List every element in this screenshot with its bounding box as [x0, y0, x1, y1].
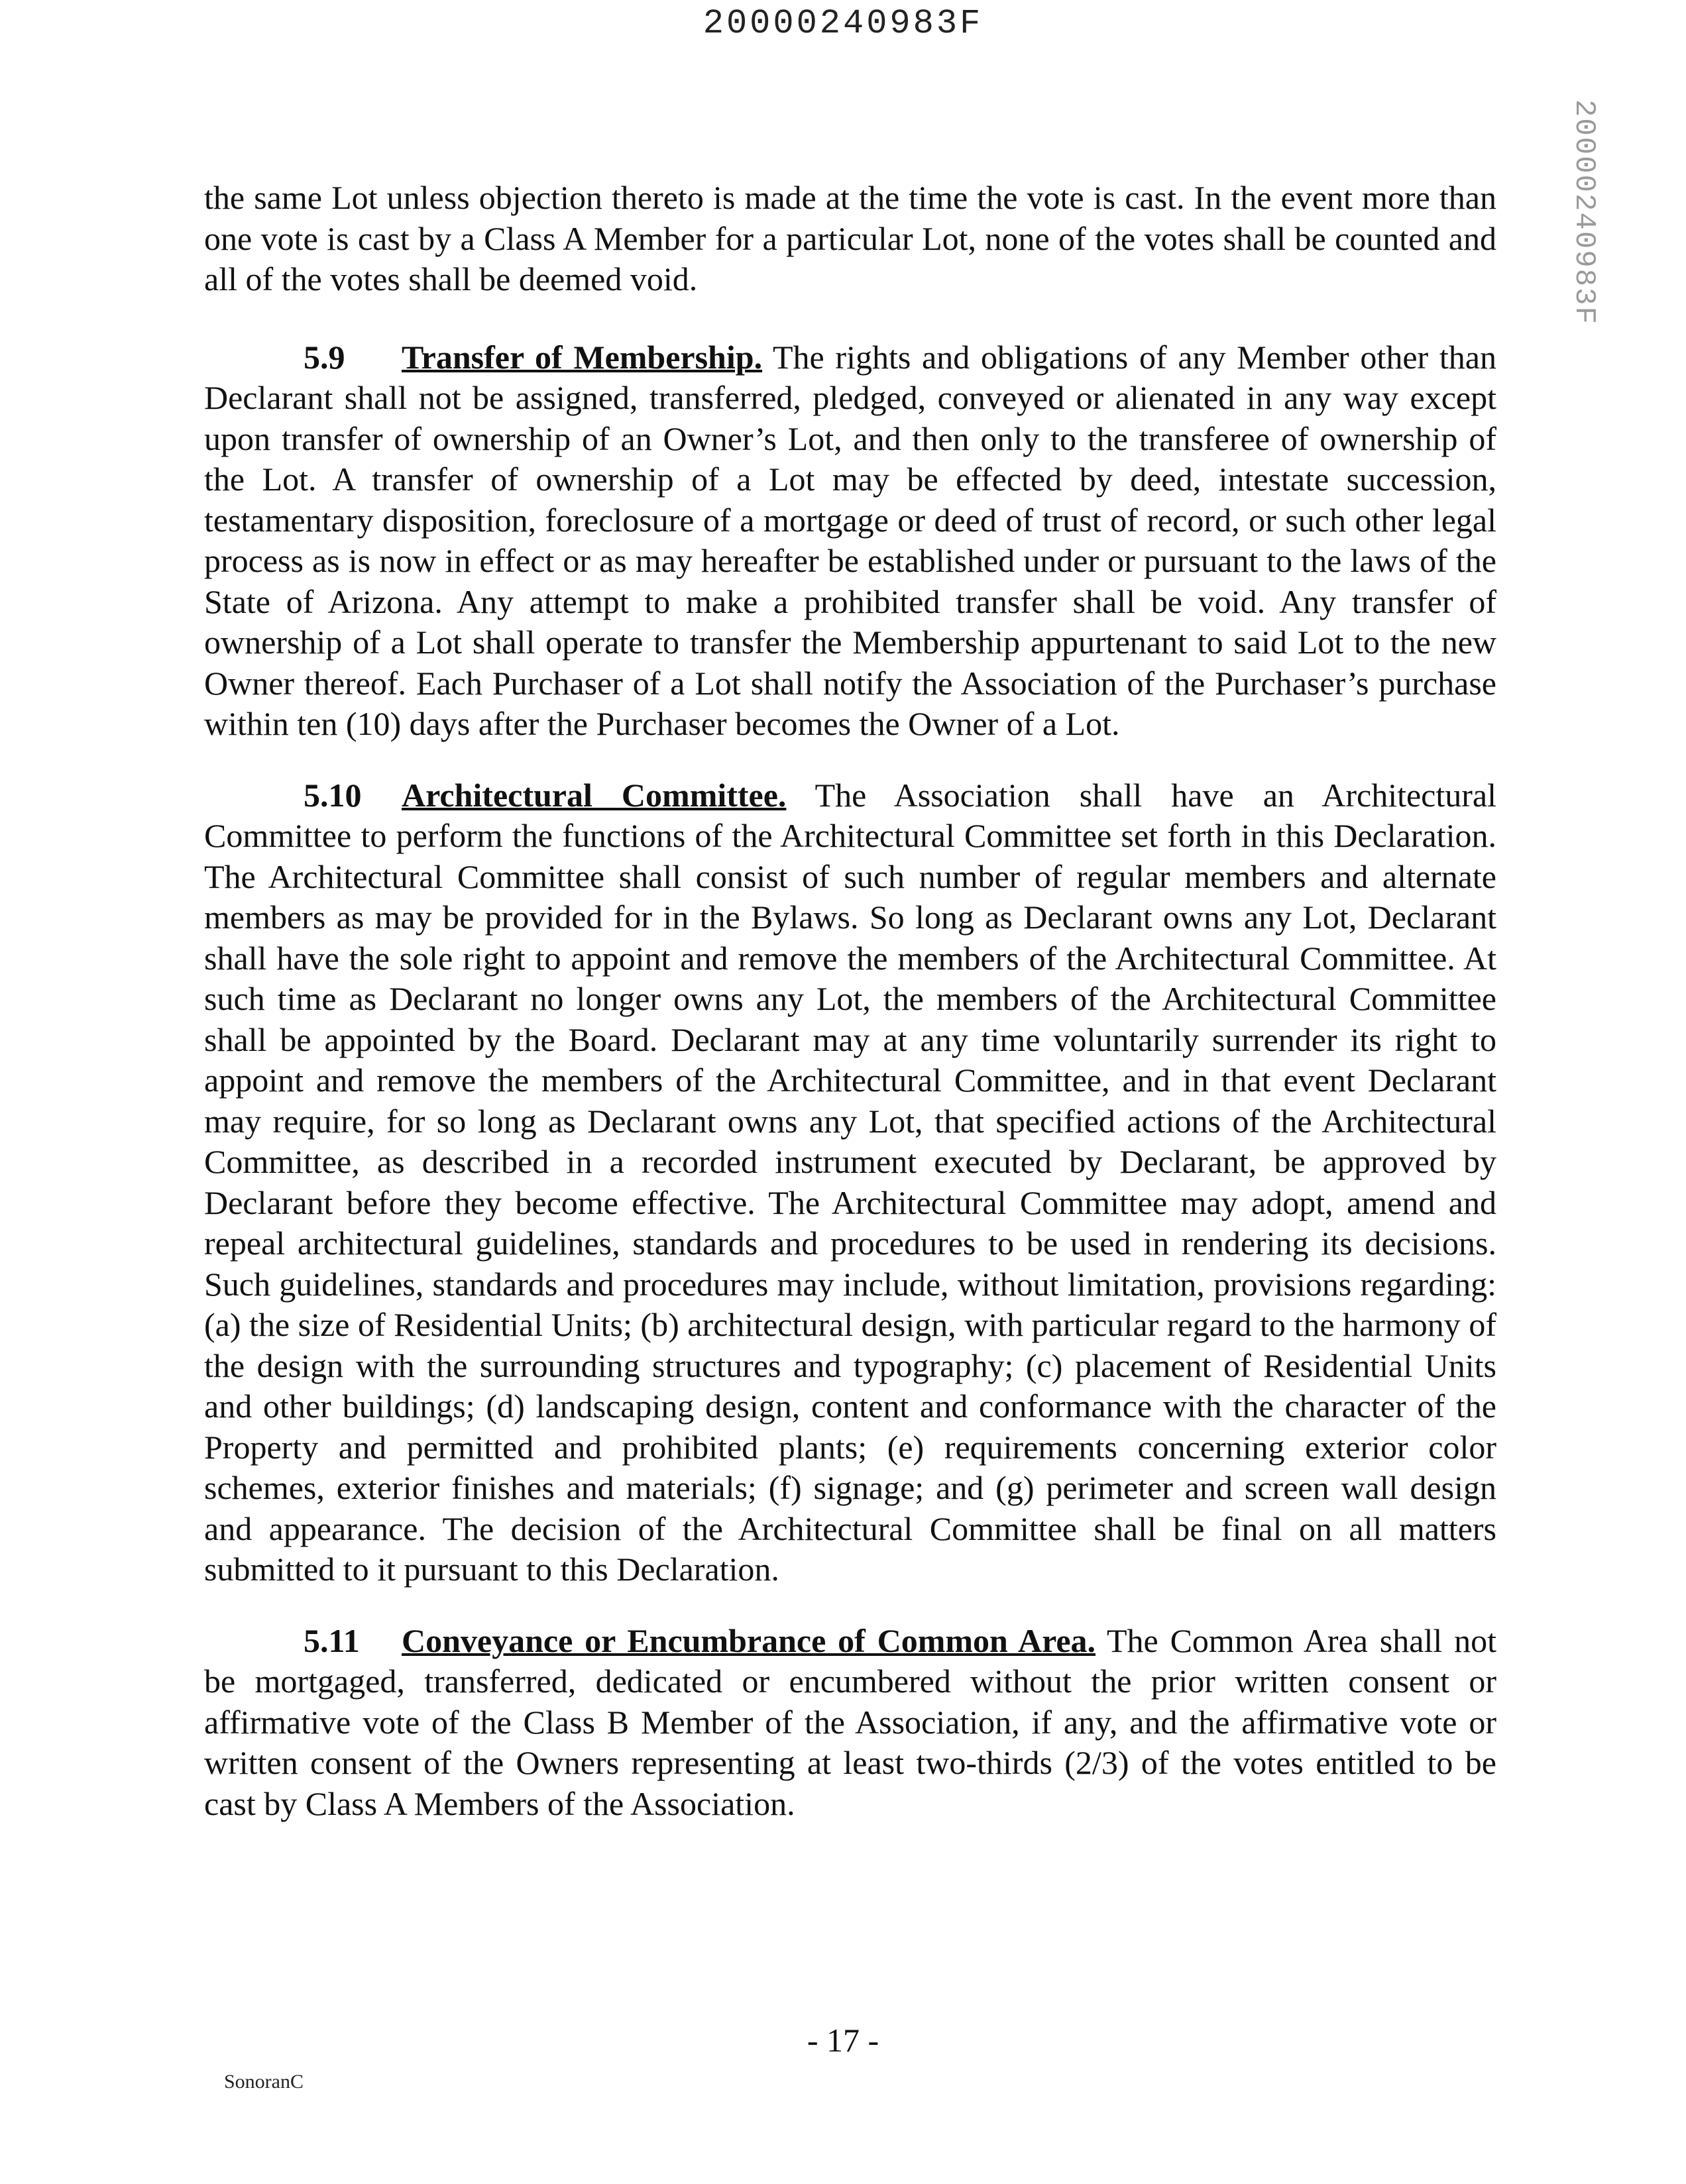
document-id-header: 20000240983F: [702, 4, 984, 43]
file-label: SonoranC: [224, 2071, 304, 2093]
section-5-11-paragraph: [204, 1621, 1496, 1825]
document-body: [204, 178, 1496, 1855]
section-title: Conveyance or Encumbrance of Common Area.: [402, 1621, 1096, 1659]
section-5-9-paragraph: [204, 337, 1496, 745]
paragraph-text: The Common Area shall not be mortgaged, transferred, dedicated or encumbered without the prior written consent or affirmative vote of the Class B Member of the Association, if any, and the affirmative vote or written consent of the Owners representing at least two-thirds (2/3) of the votes entitled to be cast by Class A Members of the Association.: [204, 1621, 1496, 1822]
section-5-10-paragraph: [204, 775, 1496, 1590]
section-number: 5.10: [304, 776, 362, 814]
section-number: 5.11: [304, 1621, 360, 1659]
section-title: Transfer of Membership.: [402, 338, 763, 376]
continuation-paragraph: [204, 178, 1496, 300]
paragraph-text: The Association shall have an Architectural Committee to perform the functions of the Architectural Committee set forth in this Declaration. The Architectural Committee shall consist of such number of regular members and alternate members as may be provided for in the Bylaws. So long as Declarant owns any Lot, Declarant shall have the sole right to appoint and remove the members of the Architectural Committee. At such time as Declarant no longer owns any Lot, the members of the Architectural Committee shall be appointed by the Board. Declarant may at any time voluntarily surrender its right to appoint and remove the members of the Architectural Committee, and in that event Declarant may require, for so long as Declarant owns any Lot, that specified actions of the Architectural Committee, as described in a recorded instrument executed by Declarant, be approved by Declarant before they become effective. The Architectural Committee may adopt, amend and repeal architectural guidelines, standards and procedures to be used in rendering its decisions. Such guidelines, standards and procedures may include, without limitation, provisions regarding: (a) the size of Residential Units; (b) architectural design, with particular regard to the harmony of the design with the surrounding structures and typography; (c) placement of Residential Units and other buildings; (d) landscaping design, content and conformance with the character of the Property and permitted and prohibited plants; (e) requirements concerning exterior color schemes, exterior finishes and materials; (f) signage; and (g) perimeter and screen wall design and appearance. The decision of the Architectural Committee shall be final on all matters submitted to it pursuant to this Declaration.: [204, 776, 1496, 1588]
side-recording-stamp: 20000240983F: [1567, 99, 1601, 325]
section-number: 5.9: [304, 338, 345, 376]
paragraph-text: the same Lot unless objection thereto is made at the time the vote is cast. In the event more than one vote is cast by a Class A Member for a particular Lot, none of the votes shall be counted and all of the votes shall be deemed void.: [204, 179, 1496, 298]
paragraph-text: The rights and obligations of any Member other than Declarant shall not be assigned, transferred, pledged, conveyed or alienated in any way except upon transfer of ownership of an Owner’s Lot, and then only to the transferee of ownership of the Lot. A transfer of ownership of a Lot may be effected by deed, intestate succession, testamentary disposition, foreclosure of a mortgage or deed of trust of record, or such other legal process as is now in effect or as may hereafter be established under or pursuant to the laws of the State of Arizona. Any attempt to make a prohibited transfer shall be void. Any transfer of ownership of a Lot shall operate to transfer the Membership appurtenant to said Lot to the new Owner thereof. Each Purchaser of a Lot shall notify the Association of the Purchaser’s purchase within ten (10) days after the Purchaser becomes the Owner of a Lot.: [204, 338, 1496, 742]
page-number: - 17 -: [807, 2022, 879, 2059]
section-title: Architectural Committee.: [402, 776, 787, 814]
